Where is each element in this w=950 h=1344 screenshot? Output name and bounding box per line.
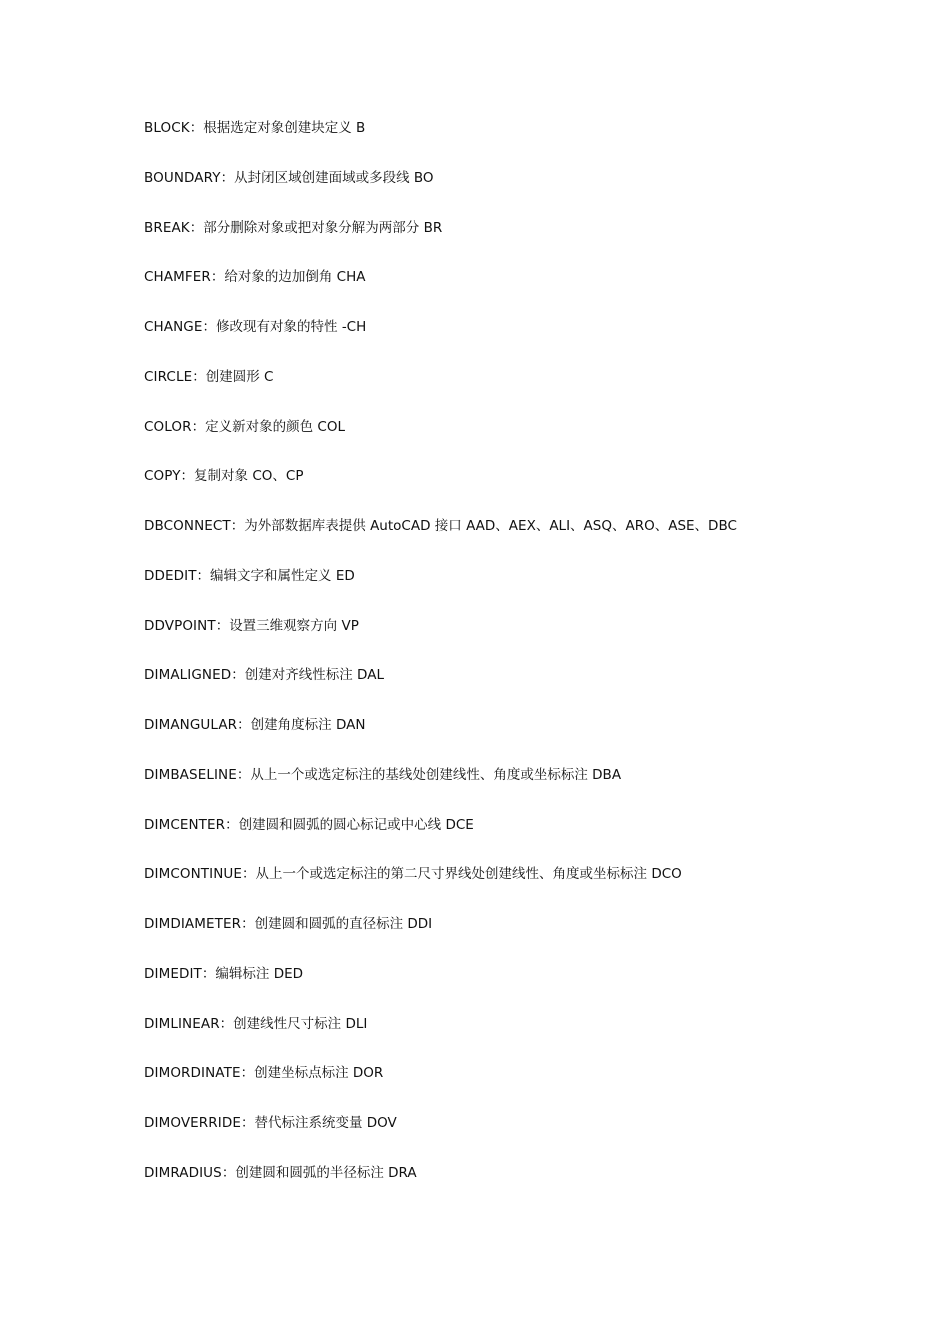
command-alias: -CH	[341, 319, 367, 335]
command-description: 从封闭区域创建面域或多段线	[234, 169, 410, 186]
command-alias: DBA	[592, 766, 622, 783]
command-alias: COL	[317, 418, 345, 435]
command-alias: DED	[273, 965, 304, 982]
command-name: CIRCLE	[144, 368, 193, 385]
list-item: DIMLINEAR：创建线性尺寸标注 DLI	[144, 1015, 368, 1032]
list-item: DIMEDIT：编辑标注 DED	[144, 965, 304, 982]
command-name: BLOCK	[144, 120, 190, 136]
command-description: 设置三维观察方向	[229, 617, 338, 634]
command-name: DDVPOINT	[144, 617, 216, 634]
command-name: DDEDIT	[144, 567, 197, 584]
list-item: DIMALIGNED：创建对齐线性标注 DAL	[144, 667, 384, 684]
command-alias: DOV	[366, 1115, 397, 1131]
command-alias: B	[356, 120, 366, 136]
command-description: 创建圆和圆弧的圆心标记或中心线	[238, 816, 442, 833]
command-name: DIMEDIT	[144, 965, 202, 982]
command-description: 修改现有对象的特性	[216, 319, 338, 335]
command-description: 创建圆和圆弧的半径标注	[235, 1164, 384, 1181]
command-description: 创建圆和圆弧的直径标注	[254, 916, 404, 932]
command-alias: DCO	[651, 866, 682, 883]
command-description: 从上一个或选定标注的第二尺寸界线处创建线性、角度或坐标标注	[255, 866, 648, 883]
command-alias: VP	[341, 617, 359, 634]
command-description: 给对象的边加倒角	[224, 269, 333, 286]
command-description: 编辑标注	[215, 965, 270, 982]
command-alias: BO	[413, 169, 434, 186]
command-description: 创建圆形	[205, 368, 260, 385]
command-alias: ED	[335, 567, 355, 584]
command-name: CHANGE	[144, 319, 203, 335]
command-alias: BR	[423, 219, 443, 236]
command-description: 为外部数据库表提供 AutoCAD 接口	[244, 518, 462, 534]
command-description: 创建线性尺寸标注	[233, 1015, 342, 1032]
command-name: DIMDIAMETER	[144, 916, 242, 932]
list-item: BREAK：部分删除对象或把对象分解为两部分 BR	[144, 219, 443, 236]
command-name: DIMLINEAR	[144, 1015, 220, 1032]
command-description: 创建角度标注	[250, 717, 332, 733]
command-alias: DOR	[352, 1065, 384, 1082]
command-description: 部分删除对象或把对象分解为两部分	[203, 219, 420, 236]
command-name: DIMALIGNED	[144, 667, 232, 684]
command-name: CHAMFER	[144, 269, 211, 286]
command-alias: CHA	[336, 269, 366, 286]
list-item: CIRCLE：创建圆形 C	[144, 368, 274, 385]
command-alias: C	[264, 368, 274, 385]
command-name: DIMOVERRIDE	[144, 1115, 241, 1131]
command-description: 定义新对象的颜色	[205, 418, 314, 435]
command-name: DIMCONTINUE	[144, 866, 243, 883]
list-item: DDVPOINT：设置三维观察方向 VP	[144, 617, 359, 634]
list-item: CHAMFER：给对象的边加倒角 CHA	[144, 269, 366, 286]
command-description: 编辑文字和属性定义	[210, 567, 332, 584]
command-alias: DAL	[357, 667, 384, 684]
list-item: BLOCK：根据选定对象创建块定义 B	[144, 120, 366, 136]
command-alias: DRA	[388, 1164, 417, 1181]
command-description: 替代标注系统变量	[254, 1115, 363, 1131]
list-item: DIMRADIUS：创建圆和圆弧的半径标注 DRA	[144, 1164, 417, 1181]
list-item: DIMOVERRIDE：替代标注系统变量 DOV	[144, 1115, 397, 1131]
command-alias: AAD、AEX、ALI、ASQ、ARO、ASE、DBC	[466, 518, 737, 534]
command-description: 创建坐标点标注	[254, 1065, 349, 1082]
command-name: DIMRADIUS	[144, 1164, 222, 1181]
command-name: DBCONNECT	[144, 518, 231, 534]
list-item: COPY：复制对象 CO、CP	[144, 468, 304, 485]
command-name: DIMANGULAR	[144, 717, 238, 733]
list-item: DDEDIT：编辑文字和属性定义 ED	[144, 567, 355, 584]
list-item: DIMBASELINE：从上一个或选定标注的基线处创建线性、角度或坐标标注 DBA	[144, 766, 622, 783]
command-alias: DAN	[335, 717, 366, 733]
list-item: CHANGE：修改现有对象的特性 -CH	[144, 319, 367, 335]
command-name: DIMORDINATE	[144, 1065, 241, 1082]
command-description: 复制对象	[194, 468, 249, 485]
command-alias: CO、CP	[252, 468, 304, 485]
command-name: BOUNDARY	[144, 169, 221, 186]
list-item: DBCONNECT：为外部数据库表提供 AutoCAD 接口 AAD、AEX、ALI、ASQ、ARO、ASE、DBC	[144, 518, 737, 534]
command-alias: DLI	[345, 1015, 368, 1032]
command-alias: DDI	[407, 916, 433, 932]
command-name: DIMCENTER	[144, 816, 226, 833]
command-alias: DCE	[445, 816, 474, 833]
command-description: 根据选定对象创建块定义	[203, 120, 352, 136]
list-item: DIMORDINATE：创建坐标点标注 DOR	[144, 1065, 384, 1082]
list-item: DIMANGULAR：创建角度标注 DAN	[144, 717, 366, 733]
list-item: DIMCENTER：创建圆和圆弧的圆心标记或中心线 DCE	[144, 816, 474, 833]
command-name: DIMBASELINE	[144, 766, 237, 783]
command-name: BREAK	[144, 219, 190, 236]
command-description: 从上一个或选定标注的基线处创建线性、角度或坐标标注	[250, 766, 588, 783]
list-item: BOUNDARY：从封闭区域创建面域或多段线 BO	[144, 169, 434, 186]
list-item: COLOR：定义新对象的颜色 COL	[144, 418, 345, 435]
command-name: COLOR	[144, 418, 192, 435]
command-list	[144, 117, 924, 1212]
list-item: DIMDIAMETER：创建圆和圆弧的直径标注 DDI	[144, 916, 433, 932]
command-name: COPY	[144, 468, 181, 485]
list-item: DIMCONTINUE：从上一个或选定标注的第二尺寸界线处创建线性、角度或坐标标注 DCO	[144, 866, 682, 883]
command-description: 创建对齐线性标注	[244, 667, 353, 684]
